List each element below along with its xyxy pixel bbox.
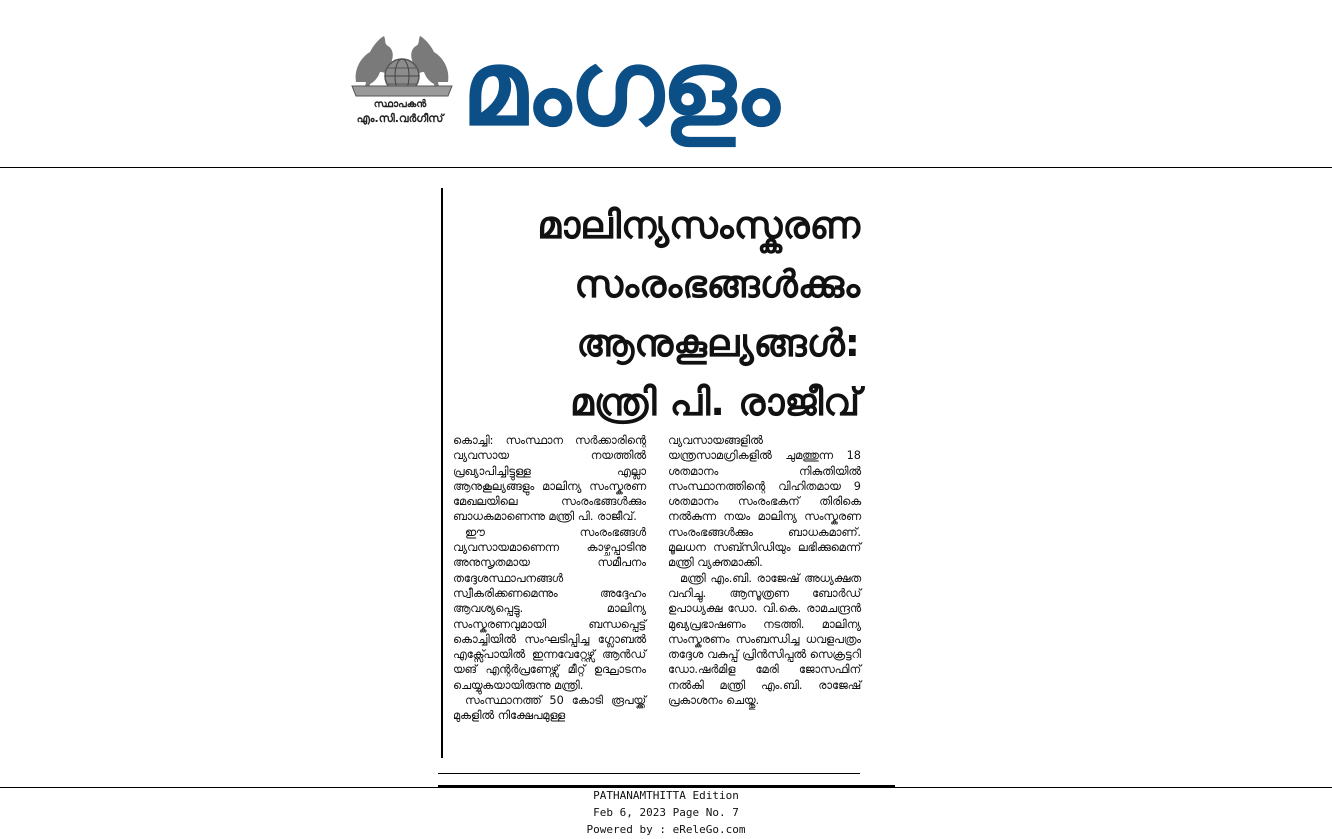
headline-line-4: മന്ത്രി പി. രാജീവ് xyxy=(569,380,860,424)
paragraph: ഈ സംരംഭങ്ങൾ വ്യവസായമാണെന്ന കാഴ്ചപ്പാടിനു അനുസൃതമായ സമീപനം തദ്ദേശസ്ഥാപനങ്ങൾ സ്വീകരിക്കണമെന്നും അദ്ദേഹം ആവശ്യപ്പെട്ടു. മാലിന്യ സംസ്കരണവുമായി ബന്ധപ്പെട്ട് കൊച്ചിയിൽ സംഘടിപ്പിച്ച ഗ്ലോബൽ എക്സ്പോയിൽ ഇന്നവേറ്റേഴ്സ് ആൻഡ് യങ് എന്റർപ്രണേഴ്സ് മീറ്റ് ഉദ്ഘാടനം ചെയ്യുകയായിരുന്നു മന്ത്രി. xyxy=(453,525,646,692)
headline-line-3: ആനുകൂല്യങ്ങൾ: xyxy=(576,321,860,365)
paragraph: കൊച്ചി: സംസ്ഥാന സർക്കാരിന്റെ വ്യവസായ നയത്തിൽ പ്രഖ്യാപിച്ചിട്ടുള്ള എല്ലാ ആനുകൂല്യങ്ങളും മാലിന്യ സംസ്കരണ മേഖലയിലെ സംരംഭങ്ങൾക്കും ബാധകമാണെന്നു മന്ത്രി പി. രാജീവ്. xyxy=(453,434,646,524)
paragraph: മന്ത്രി എം.ബി. രാജേഷ് അധ്യക്ഷത വഹിച്ചു. ആസൂത്രണ ബോർഡ് ഉപാധ്യക്ഷ ഡോ. വി.കെ. രാമചന്ദ്രൻ മുഖ്യപ്രഭാഷണം നടത്തി. മാലിന്യ സംസ്കരണം സംബന്ധിച്ച ധവളപത്രം തദ്ദേശ വകുപ്പ് പ്രിൻസിപ്പൽ സെക്രട്ടറി ഡോ.ഷർമിള മേരി ജോസഫിന് നൽകി മന്ത്രി എം.ബി. രാജേഷ് പ്രകാശനം ചെയ്തു. xyxy=(668,571,861,708)
founder-label: സ്ഥാപകൻ xyxy=(373,99,427,110)
founder-name: എം.സി.വർഗീസ് xyxy=(356,112,444,125)
date-page-label: Feb 6, 2023 Page No. 7 xyxy=(593,806,739,819)
article-column-2 xyxy=(668,433,861,708)
article-left-border xyxy=(441,188,443,758)
headline-line-1: മാലിന്യസംസ്കരണ xyxy=(537,203,860,247)
article-column-1 xyxy=(453,433,646,724)
paragraph: സംസ്ഥാനത്ത് 50 കോടി രൂപയ്ക്ക് മുകളിൽ നിക്ഷേപമുള്ള xyxy=(453,694,646,723)
headline-line-2: സംരംഭങ്ങൾക്കും xyxy=(574,262,860,306)
article-headline xyxy=(450,196,860,432)
masthead-divider xyxy=(0,167,1332,168)
powered-by-label: Powered by : eReleGo.com xyxy=(586,823,746,836)
newspaper-logo: മംഗളം xyxy=(462,27,778,149)
masthead xyxy=(0,0,1332,167)
paragraph: വ്യവസായങ്ങളിൽ യന്ത്രസാമഗ്രികളിൽ ചുമത്തുന്ന 18 ശതമാനം നികുതിയിൽ സംസ്ഥാനത്തിന്റെ വിഹിതമായ 9 ശതമാനം സംരംഭകന് തിരികെ നൽകുന്ന നയം മാലിന്യ സംസ്കരണ സംരംഭങ്ങൾക്കും ബാധകമാണ്. മൂലധന സബ്സിഡിയും ലഭിക്കുമെന്ന് മന്ത്രി വ്യക്തമാക്കി. xyxy=(668,434,861,570)
footer-divider xyxy=(0,787,1332,788)
article-bottom-rule xyxy=(438,773,860,774)
edition-label: PATHANAMTHITTA Edition xyxy=(593,789,739,802)
